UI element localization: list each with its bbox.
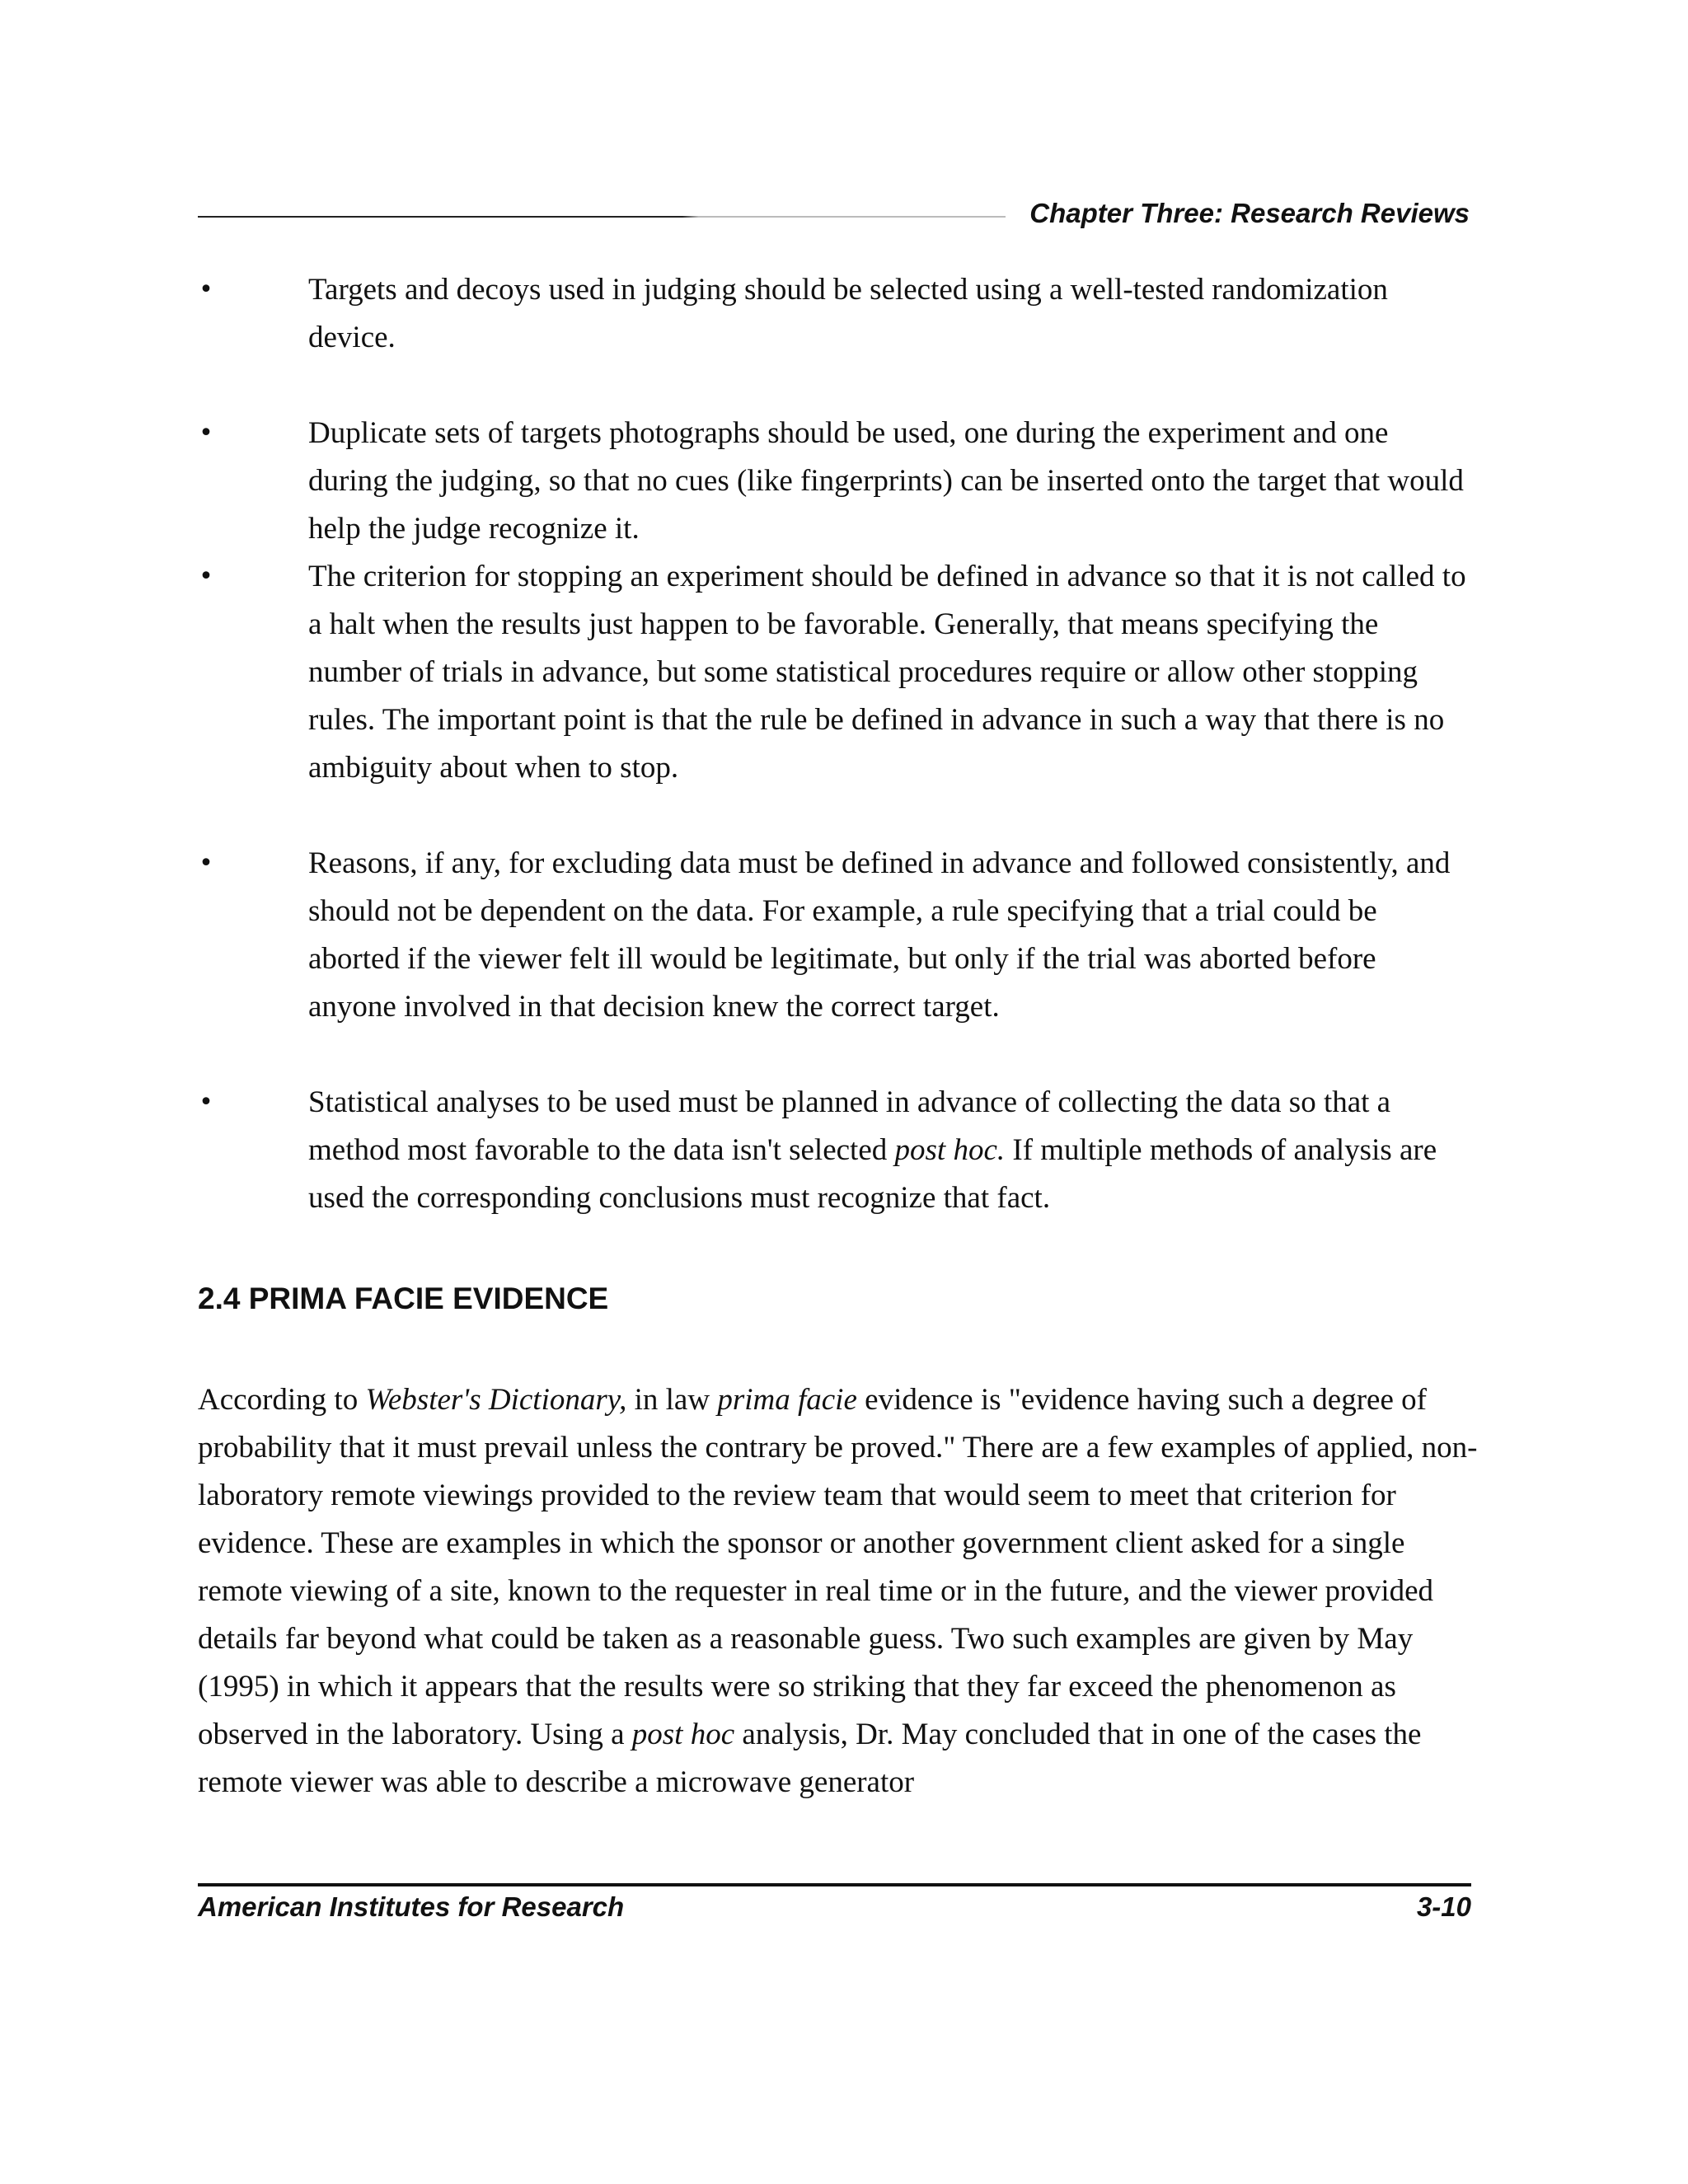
bullet-icon: • <box>199 562 213 591</box>
list-item <box>198 840 1471 1031</box>
bullet-icon: • <box>199 1088 213 1117</box>
bullet-icon: • <box>199 419 213 448</box>
list-item-text <box>308 416 1464 546</box>
italic-text-segment: post hoc. <box>894 1133 1006 1167</box>
bullet-icon: • <box>199 849 213 878</box>
list-item-text <box>308 846 1450 1024</box>
italic-text-segment: post hoc <box>631 1718 735 1751</box>
header-rule <box>198 216 1006 218</box>
list-item-text <box>308 1085 1437 1215</box>
text-segment: The criterion for stopping an experiment should be defined in advance so that it is not called to a halt when the results just happen to be favorable. Generally, that means specifying the number of trials in advance, but some statistical procedures require or allow other stopping rules. The important point is that the rule be defined in advance in such a way that there is no ambiguity about when to stop. <box>308 560 1466 785</box>
list-item <box>198 1079 1471 1222</box>
footer-organization: American Institutes for Research <box>198 1891 625 1922</box>
section-paragraph <box>198 1376 1484 1807</box>
italic-text-segment: prima facie <box>717 1383 857 1417</box>
section-heading: 2.4 PRIMA FACIE EVIDENCE <box>198 1282 609 1315</box>
chapter-title: Chapter Three: Research Reviews <box>1029 198 1470 228</box>
list-item-text <box>308 560 1466 785</box>
text-segment: analysis, Dr. May concluded that in one of the cases the remote viewer was able to describe a microwave generator <box>198 1718 1422 1799</box>
text-segment: Statistical analyses to be used must be planned in advance of collecting the data so that a method most favorable to the data isn't selected <box>308 1085 1391 1167</box>
list-item-text <box>308 273 1388 354</box>
list-item <box>198 553 1471 792</box>
text-segment: Reasons, if any, for excluding data must be defined in advance and followed consistently, and should not be dependent on the data. For example, a rule specifying that a trial could be aborted if the viewer felt ill would be legitimate, but only if the trial was aborted before anyone involved in that decision knew the correct target. <box>308 846 1451 1024</box>
bullet-icon: • <box>199 275 213 304</box>
text-segment: Duplicate sets of targets photographs should be used, one during the experiment and one during the judging, so that no cues (like fingerprints) can be inserted onto the target that would help the judge recognize it. <box>308 416 1464 546</box>
text-segment: evidence is "evidence having such a degree of probability that it must prevail unless the contrary be proved." There are a few examples of applied, non-laboratory remote viewings provided to the review team that would seem to meet that criterion for evidence. These are examples in which the sponsor or another government client asked for a single remote viewing of a site, known to the requester in real time or in the future, and the viewer provided details far beyond what could be taken as a reasonable guess. Two such examples are given by May (1995) in which it appears that the results were so striking that they far exceed the phenomenon as observed in the laboratory. Using a <box>198 1383 1478 1751</box>
text-segment: If multiple methods of analysis are used the corresponding conclusions must recognize that fact. <box>308 1133 1437 1215</box>
list-item <box>198 266 1471 362</box>
list-item <box>198 410 1471 553</box>
bullet-list <box>198 266 1471 1270</box>
italic-text-segment: Webster's Dictionary, <box>365 1383 627 1417</box>
text-segment: Targets and decoys used in judging should be selected using a well-tested randomization device. <box>308 273 1388 354</box>
text-segment: in law <box>626 1383 718 1417</box>
page-number: 3-10 <box>1416 1891 1471 1922</box>
text-segment: According to <box>198 1383 366 1417</box>
footer-rule <box>198 1883 1471 1886</box>
